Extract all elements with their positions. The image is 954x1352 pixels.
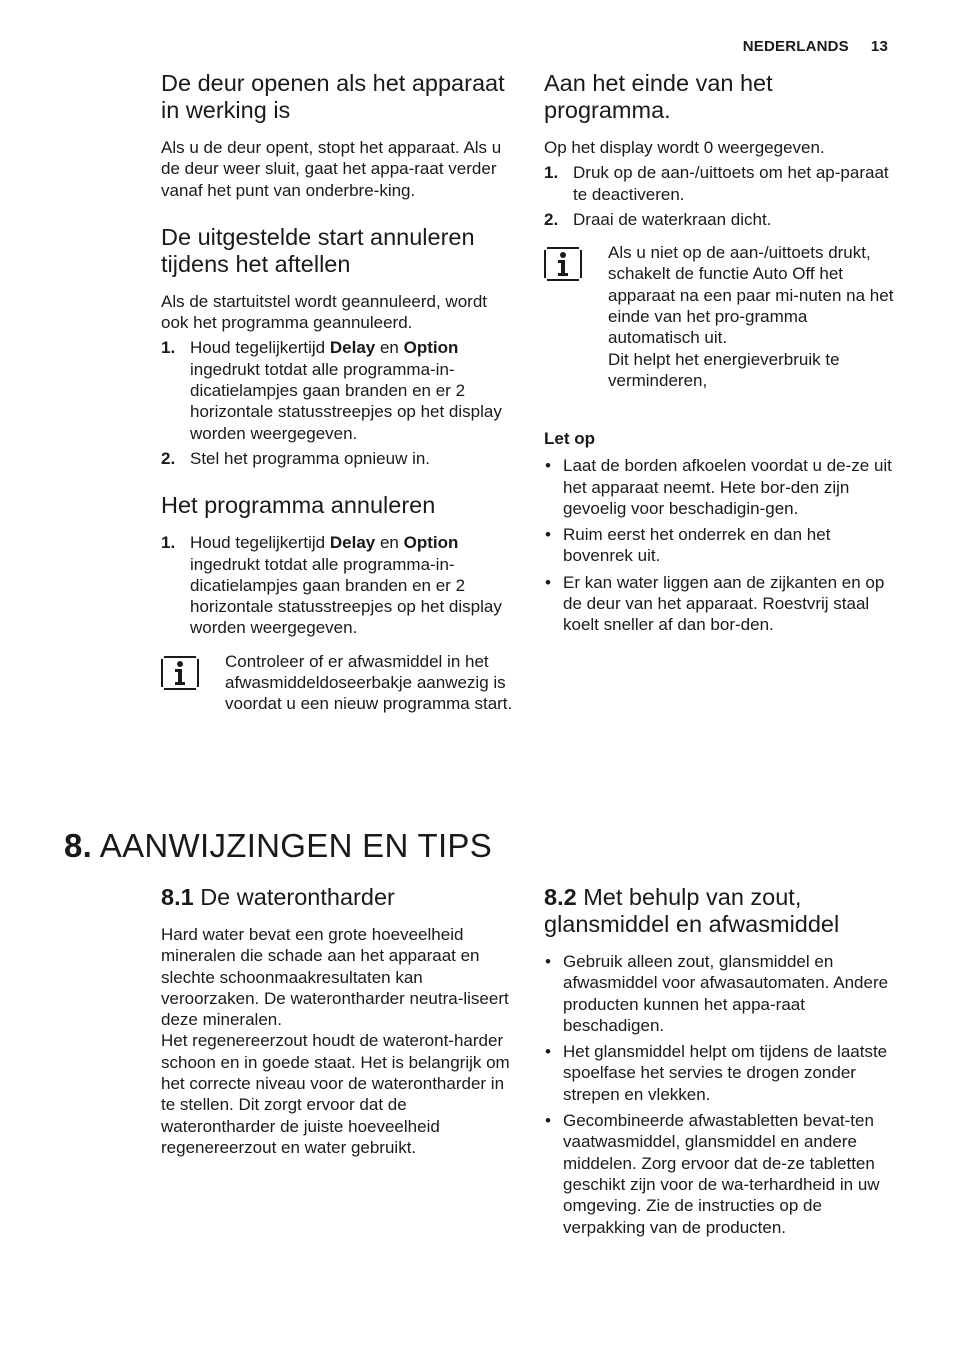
caution-list [544, 455, 899, 635]
header-language: NEDERLANDS [742, 38, 849, 55]
list-item [544, 1041, 899, 1105]
steps-list [544, 162, 899, 230]
left-bottom-column [161, 884, 513, 1158]
bullet-icon: • [545, 1042, 551, 1062]
note-text: Als u niet op de aan-/uittoets drukt, schakelt de functie Auto Off het apparaat na een paar mi-nuten na het einde van het pro-gramma automatisch uit. [608, 243, 894, 348]
section-title: De uitgestelde start annuleren tijdens het aftellen [161, 223, 475, 277]
step-number: 1. [161, 338, 176, 358]
section-title-text: De waterontharder [200, 884, 395, 910]
step-text: Draai de waterkraan dicht. [573, 209, 772, 229]
bullet-icon: • [545, 456, 551, 476]
info-note [161, 651, 513, 715]
chapter-number: 8. [64, 827, 93, 864]
section-cancel-program [161, 492, 513, 714]
step-text: Houd tegelijkertijd [190, 533, 330, 553]
step-keyword-delay: Delay [329, 338, 376, 358]
list-item-text: Gecombineerde afwastabletten bevat-ten vaatwasmiddel, glansmiddel en andere middelen. Zorg ervoor dat de-ze tabletten geschikt zijn voor de wa-terhardheid in uw omgeving. Zie de instructies op de verpakking van de producten. [563, 1111, 880, 1237]
step-item [544, 162, 899, 205]
step-text: Stel het programma opnieuw in. [190, 448, 431, 468]
list-item [544, 1110, 899, 1238]
note-text: Controleer of er afwasmiddel in het afwasmiddeldoseerbakje aanwezig is voordat u een nieuw programma start. [225, 651, 513, 714]
section-text: Het regenereerzout houdt de wateront-harder schoon en in goede staat. Het is belangrijk om het correcte niveau voor de waterontharder in te stellen. Dit zorgt ervoor dat de waterontharder de juiste hoeveelheid regenereerzout en water gebruikt. [161, 1031, 510, 1157]
section-title: De deur openen als het apparaat in werking is [161, 70, 505, 123]
chapter-title-text: AANWIJZINGEN EN TIPS [99, 827, 493, 864]
step-text: Druk op de aan-/uittoets om het ap-paraat te deactiveren. [573, 163, 889, 204]
step-item [544, 209, 899, 230]
caution-title: Let op [544, 429, 595, 449]
section-number: 8.2 [544, 884, 577, 910]
list-item-text: Gebruik alleen zout, glansmiddel en afwasmiddel voor afwasautomaten. Andere producten kunnen het appa-raat beschadigen. [563, 952, 889, 1035]
bullet-icon: • [545, 572, 551, 592]
bullet-icon: • [545, 952, 551, 971]
step-number: 1. [161, 533, 176, 553]
section-number: 8.1 [161, 884, 194, 910]
step-item [161, 448, 513, 469]
step-keyword-option: Option [403, 338, 459, 358]
list-item [544, 455, 899, 519]
step-text: ingedrukt totdat alle programma-in-dicatielampjes gaan branden en er 2 horizontale statusstreepjes op het display worden weergegeven. [190, 554, 502, 638]
section-title [161, 884, 513, 911]
section-door-open [161, 70, 513, 201]
section-text: Als u de deur opent, stopt het apparaat. Als u de deur weer sluit, gaat het appa-raat verder vanaf het punt van onderbre-king. [161, 138, 502, 200]
section-title-text: Met behulp van zout, glansmiddel en afwasmiddel [544, 884, 840, 937]
note-text-2: Dit helpt het energieverbruik te verminderen, [608, 349, 840, 390]
steps-list [161, 532, 513, 638]
step-item [161, 532, 513, 638]
steps-list [161, 337, 513, 469]
page-header [743, 38, 888, 55]
list-item-text: Ruim eerst het onderrek en dan het bovenrek uit. [563, 525, 831, 566]
step-number: 2. [161, 448, 176, 468]
step-keyword-delay: Delay [329, 533, 376, 553]
page-number: 13 [870, 38, 888, 55]
list-item [544, 524, 899, 567]
bullet-icon: • [545, 1111, 551, 1131]
section-cancel-delay [161, 224, 513, 469]
section-title [544, 884, 899, 938]
list-item-text: Er kan water liggen aan de zijkanten en op de deur van het apparaat. Roestvrij staal koelt sneller af dan bor-den. [563, 572, 885, 635]
section-text: Als de startuitstel wordt geannuleerd, wordt ook het programma geannuleerd. [161, 291, 488, 333]
section-text: Hard water bevat een grote hoeveelheid mineralen die schade aan het apparaat en slechte schoonmaakresultaten kan veroorzaken. De waterontharder neutra-liseert deze mineralen. [161, 925, 509, 1030]
left-top-column [161, 70, 513, 738]
step-text: en [375, 533, 404, 553]
list-item [544, 572, 899, 636]
info-icon [544, 247, 582, 281]
right-bottom-column [544, 884, 899, 1243]
step-text: ingedrukt totdat alle programma-in-dicatielampjes gaan branden en er 2 horizontale statusstreepjes op het display worden weergegeven. [190, 359, 502, 443]
chapter-title [64, 826, 492, 866]
bullet-icon: • [545, 525, 551, 545]
step-item [161, 337, 513, 443]
tips-list [544, 951, 899, 1238]
list-item-text: Laat de borden afkoelen voordat u de-ze uit het apparaat neemt. Hete bor-den zijn gevoelig voor beschadigin-gen. [563, 456, 892, 518]
section-title: Het programma annuleren [161, 492, 436, 519]
list-item-text: Het glansmiddel helpt om tijdens de laatste spoelfase het servies te drogen zonder strepen en vlekken. [563, 1042, 888, 1104]
info-icon [161, 656, 199, 690]
info-note [544, 242, 899, 391]
step-number: 1. [544, 163, 559, 183]
step-text: en [375, 338, 404, 358]
section-text: Op het display wordt 0 weergegeven. [544, 138, 825, 157]
right-top-column [544, 70, 899, 641]
step-keyword-option: Option [403, 533, 459, 553]
section-title: Aan het einde van het programma. [544, 70, 773, 123]
step-text: Houd tegelijkertijd [190, 338, 330, 358]
step-number: 2. [544, 209, 559, 229]
list-item [544, 951, 899, 1036]
